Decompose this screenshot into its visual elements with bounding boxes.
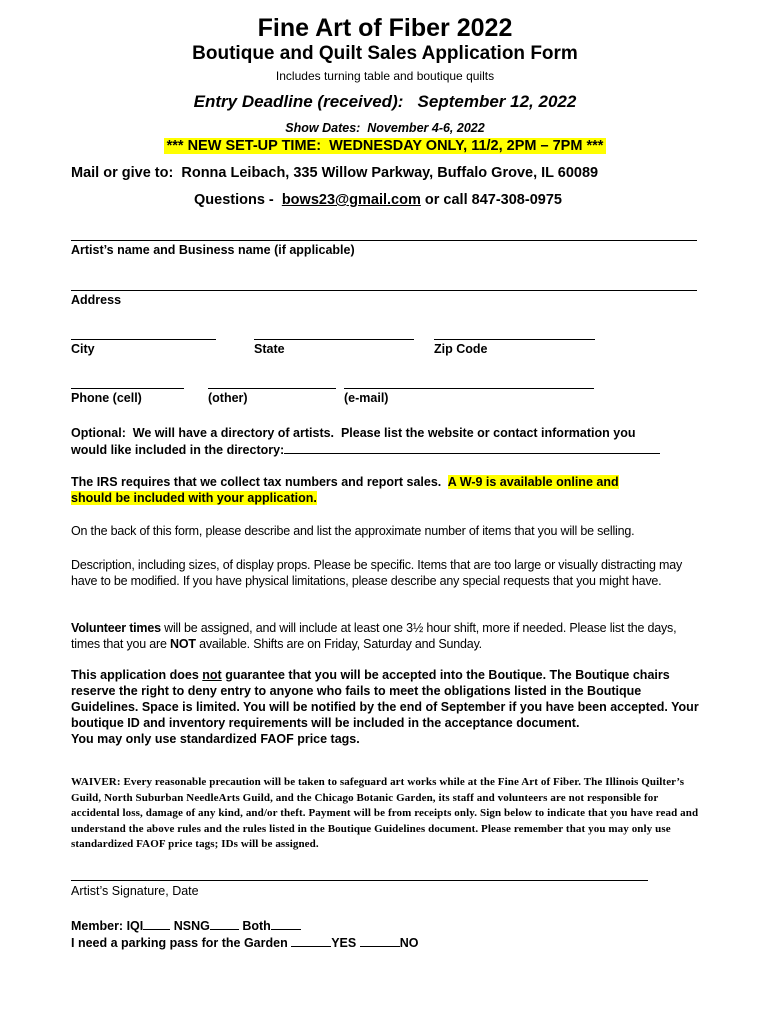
acceptance-not: not: [202, 668, 222, 682]
volunteer-text: [71, 620, 701, 652]
address-label: Address: [71, 293, 122, 307]
volunteer-text-2: available. Shifts are on Friday, Saturday and Sunday.: [195, 637, 482, 651]
irs-text-lead: The IRS requires that we collect tax numbers and report sales.: [71, 475, 448, 489]
directory-input-line[interactable]: [284, 441, 660, 454]
acceptance-text: [71, 667, 701, 747]
w9-highlight-1: A W-9 is available online and: [447, 475, 619, 489]
iqi-blank[interactable]: [143, 917, 170, 930]
signature-label: Artist’s Signature, Date: [71, 884, 199, 898]
email-label: (e-mail): [344, 391, 389, 405]
price-tags-note: You may only use standardized FAOF price tags.: [71, 732, 360, 746]
optional-line-1: Optional: We will have a directory of artists. Please list the website or contact information you: [71, 426, 636, 440]
phone-other-line[interactable]: [208, 388, 336, 389]
optional-line-2-text: would like included in the directory:: [71, 443, 285, 457]
form-subtitle: Boutique and Quilt Sales Application Form: [192, 43, 578, 64]
questions-email-link[interactable]: bows23@gmail.com: [281, 192, 421, 208]
member-both-label: Both: [238, 919, 271, 933]
mail-to-line: Mail or give to: Ronna Leibach, 335 Willow Parkway, Buffalo Grove, IL 60089: [71, 165, 599, 181]
description-text: Description, including sizes, of display props. Please be specific. Items that are too large or visually distracting may have to be modified. If you have physical limitations, please describe any special requests that you might have.: [71, 558, 683, 588]
volunteer-bold-lead: Volunteer times: [71, 621, 161, 635]
irs-line-1: [71, 474, 701, 490]
form-title: Fine Art of Fiber 2022: [257, 14, 513, 42]
nsng-blank[interactable]: [210, 917, 239, 930]
parking-line: [71, 934, 418, 950]
back-of-form-text: On the back of this form, please describe and list the approximate number of items that you will be selling.: [71, 524, 635, 538]
state-line[interactable]: [254, 339, 414, 340]
phone-cell-label: Phone (cell): [71, 391, 142, 405]
acceptance-paragraph: [71, 667, 701, 731]
state-label: State: [254, 342, 285, 356]
artist-name-label: Artist’s name and Business name (if applicable): [71, 243, 355, 257]
irs-line-2: [71, 490, 701, 506]
w9-highlight-2: should be included with your application.: [71, 491, 317, 505]
city-label: City: [71, 342, 95, 356]
member-iqi-label: Member: IQI: [71, 919, 144, 933]
questions-prefix: Questions -: [194, 192, 282, 208]
questions-suffix: or call 847-308-0975: [420, 192, 562, 208]
phone-other-label: (other): [208, 391, 248, 405]
optional-directory-text: [71, 425, 701, 458]
questions-line: [194, 192, 562, 208]
entry-deadline: Entry Deadline (received): September 12, 2022: [193, 92, 577, 111]
show-dates: Show Dates: November 4-6, 2022: [285, 121, 485, 135]
zip-line[interactable]: [434, 339, 595, 340]
parking-yes-label: YES: [331, 936, 360, 950]
address-line[interactable]: [71, 290, 697, 291]
artist-name-line[interactable]: [71, 240, 697, 241]
city-line[interactable]: [71, 339, 216, 340]
parking-no-label: NO: [399, 936, 419, 950]
optional-line-2: [71, 441, 701, 458]
parking-label: I need a parking pass for the Garden: [71, 936, 292, 950]
volunteer-text-1: will be assigned, and will include at least one 3½ hour shift, more if needed. Please list the days, times that you are: [71, 621, 677, 651]
waiver-text: WAIVER: Every reasonable precaution will be taken to safeguard art works while at the Fine Art of Fiber. The Illinois Quilter’s Guild, North Suburban NeedleArts Guild, and the Chicago Botanic Garden, its staff and volunteers are not responsible for accidental loss, damage of any kind, and/or theft. Payment will be from receipts only. Sign below to indicate that you have read and understand the above rules and the rules listed in the Boutique Guidelines document. Please remember that you may only use standardized FAOF price tags; IDs will be assigned.: [71, 776, 699, 850]
parking-no-blank[interactable]: [360, 934, 400, 947]
zip-label: Zip Code: [434, 342, 488, 356]
includes-note: Includes turning table and boutique quilts: [275, 69, 495, 83]
parking-yes-blank[interactable]: [291, 934, 331, 947]
volunteer-not: NOT: [170, 637, 196, 651]
member-nsng-label: NSNG: [170, 919, 210, 933]
acceptance-part-2: guarantee that you will be accepted into the Boutique. The Boutique chairs reserve the right to deny entry to anyone who fails to meet the obligations listed in the Boutique Guidelines. Space is limited. You will be notified by the end of September if you have been accepted. Your boutique ID and inventory requirements will be included in the acceptance document.: [71, 668, 699, 730]
irs-text: [71, 474, 701, 506]
membership-line: [71, 917, 301, 933]
setup-notice: [0, 138, 770, 154]
phone-cell-line[interactable]: [71, 388, 184, 389]
acceptance-part-1: This application does: [71, 668, 203, 682]
signature-line[interactable]: [71, 880, 648, 881]
setup-notice-text: *** NEW SET-UP TIME: WEDNESDAY ONLY, 11/2, 2PM – 7PM ***: [164, 138, 607, 154]
email-line[interactable]: [344, 388, 594, 389]
both-blank[interactable]: [271, 917, 301, 930]
